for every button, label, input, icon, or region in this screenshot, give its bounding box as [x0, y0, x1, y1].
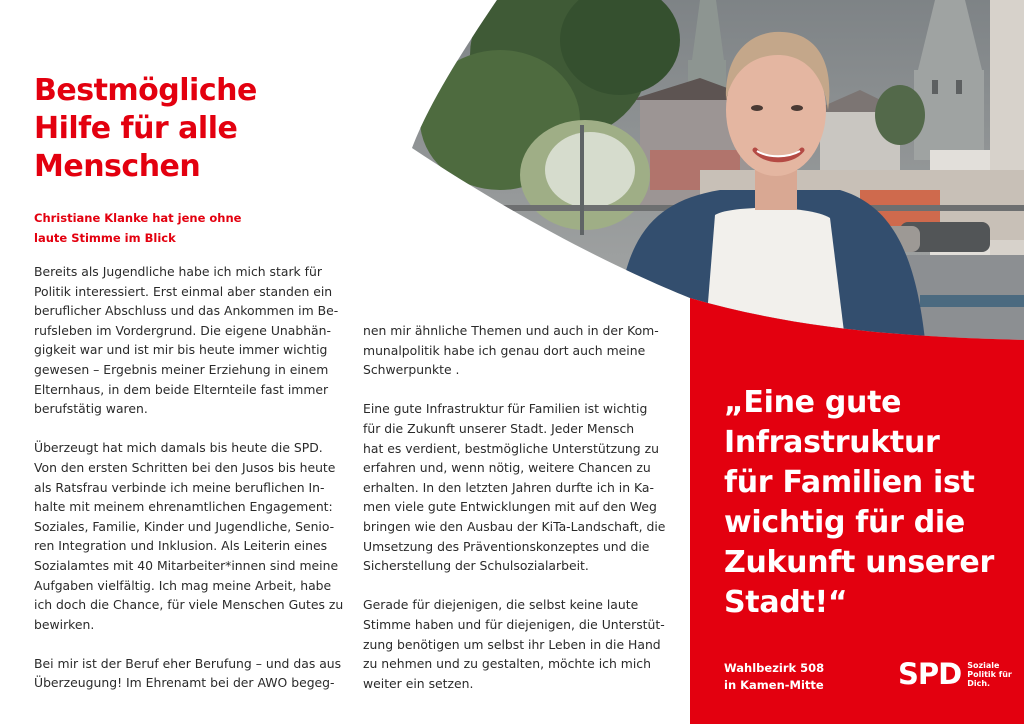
- text-line: ich doch die Chance, für viele Menschen Gutes zu: [34, 597, 344, 613]
- text-line: berufstätig waren.: [34, 401, 148, 417]
- text-line: Umsetzung des Präventionskonzeptes und die: [363, 538, 650, 554]
- text-line: nen mir ähnliche Themen und auch in der Kom-: [363, 323, 659, 338]
- spd-logo: [898, 659, 1012, 689]
- quote-line: „Eine gute: [724, 385, 902, 420]
- subheadline: [34, 208, 241, 248]
- text-line: gigkeit war und ist mir bis heute immer wichtig: [34, 342, 328, 358]
- tagline-line: Politik für: [967, 669, 1012, 679]
- text-line: Bei mir ist der Beruf eher Berufung – und das aus: [34, 655, 342, 671]
- text-line: Gerade für diejenigen, die selbst keine laute: [363, 597, 639, 613]
- text-line: Bereits als Jugendliche habe ich mich stark für: [34, 264, 322, 279]
- text-line: für die Zukunft unserer Stadt. Jeder Mensch: [363, 420, 635, 436]
- quote-line: Stadt!“: [724, 585, 848, 620]
- pull-quote: [724, 383, 994, 623]
- paragraph: [34, 438, 344, 634]
- text-line: Politik interessiert. Erst einmal aber standen ein: [34, 283, 333, 299]
- logo-wordmark: SPD: [898, 657, 962, 691]
- text-line: erfahren und, wenn nötig, weitere Chancen zu: [363, 460, 651, 476]
- quote-line: Zukunft unserer: [724, 545, 994, 580]
- district-line: in Kamen-Mitte: [724, 678, 824, 692]
- quote-line: Infrastruktur: [724, 425, 940, 460]
- text-line: Sozialamtes mit 40 Mitarbeiter*innen sind meine: [34, 557, 339, 573]
- text-line: Von den ersten Schritten bei den Jusos bis heute: [34, 459, 336, 475]
- article-column-1: [34, 262, 344, 713]
- text-line: erhalten. In den letzten Jahren durfte ich in Ka-: [363, 479, 654, 495]
- text-line: men viele gute Entwicklungen mit auf den Weg: [363, 499, 657, 515]
- text-line: Soziales, Familie, Kinder und Jugendliche, Senio-: [34, 518, 335, 534]
- text-line: Elternhaus, in dem beide Elternteile fast immer: [34, 381, 329, 397]
- tagline-line: Soziale: [967, 660, 1000, 670]
- paragraph: [34, 654, 342, 693]
- text-line: halte mit meinem ehrenamtlichen Engagement:: [34, 499, 333, 515]
- quote-line: für Familien ist: [724, 465, 975, 500]
- headline-line: Menschen: [34, 149, 201, 184]
- logo-tagline: [967, 661, 1012, 688]
- text-line: Schwerpunkte .: [363, 362, 460, 378]
- text-line: munalpolitik habe ich genau dort auch meine: [363, 342, 646, 358]
- text-line: bewirken.: [34, 616, 95, 632]
- subheadline-line: laute Stimme im Blick: [34, 231, 176, 245]
- paragraph: [34, 262, 339, 419]
- headline: [34, 72, 257, 186]
- text-line: beruflicher Abschluss und das Ankommen im Be-: [34, 303, 339, 319]
- text-line: hat es verdient, bestmögliche Unterstützung zu: [363, 440, 659, 456]
- text-line: Sicherstellung der Schulsozialarbeit.: [363, 558, 589, 574]
- quote-line: wichtig für die: [724, 505, 965, 540]
- paragraph: [363, 399, 666, 575]
- article-column-2: [363, 321, 666, 713]
- paragraph: [363, 595, 665, 693]
- text-line: Eine gute Infrastruktur für Familien ist wichtig: [363, 401, 648, 417]
- text-line: Überzeugung! Im Ehrenamt bei der AWO begeg-: [34, 675, 335, 691]
- text-line: bringen wie den Ausbau der KiTa-Landschaft, die: [363, 518, 666, 534]
- text-line: rufsleben im Vordergrund. Die eigene Unabhän-: [34, 322, 331, 338]
- tagline-line: Dich.: [967, 678, 991, 688]
- district-line: Wahlbezirk 508: [724, 661, 825, 675]
- text-line: als Ratsfrau verbinde ich meine beruflichen In-: [34, 479, 325, 495]
- text-line: ren Integration und Inklusion. Als Leiterin eines: [34, 538, 328, 554]
- text-line: Stimme haben und für diejenigen, die Unterstüt-: [363, 616, 665, 632]
- text-line: Aufgaben vielfältig. Ich mag meine Arbeit, habe: [34, 577, 332, 593]
- text-line: weiter ein setzen.: [363, 675, 474, 691]
- electoral-district: [724, 660, 824, 694]
- subheadline-line: Christiane Klanke hat jene ohne: [34, 211, 242, 225]
- text-line: Überzeugt hat mich damals bis heute die SPD.: [34, 440, 323, 456]
- headline-line: Hilfe für alle: [34, 111, 238, 146]
- paragraph: [363, 321, 659, 380]
- text-line: zung benötigen um selbst ihr Leben in die Hand: [363, 636, 661, 652]
- text-line: zu nehmen und zu gestalten, möchte ich mich: [363, 656, 651, 672]
- text-line: gewesen – Ergebnis meiner Erziehung in einem: [34, 361, 329, 377]
- headline-line: Bestmögliche: [34, 73, 257, 108]
